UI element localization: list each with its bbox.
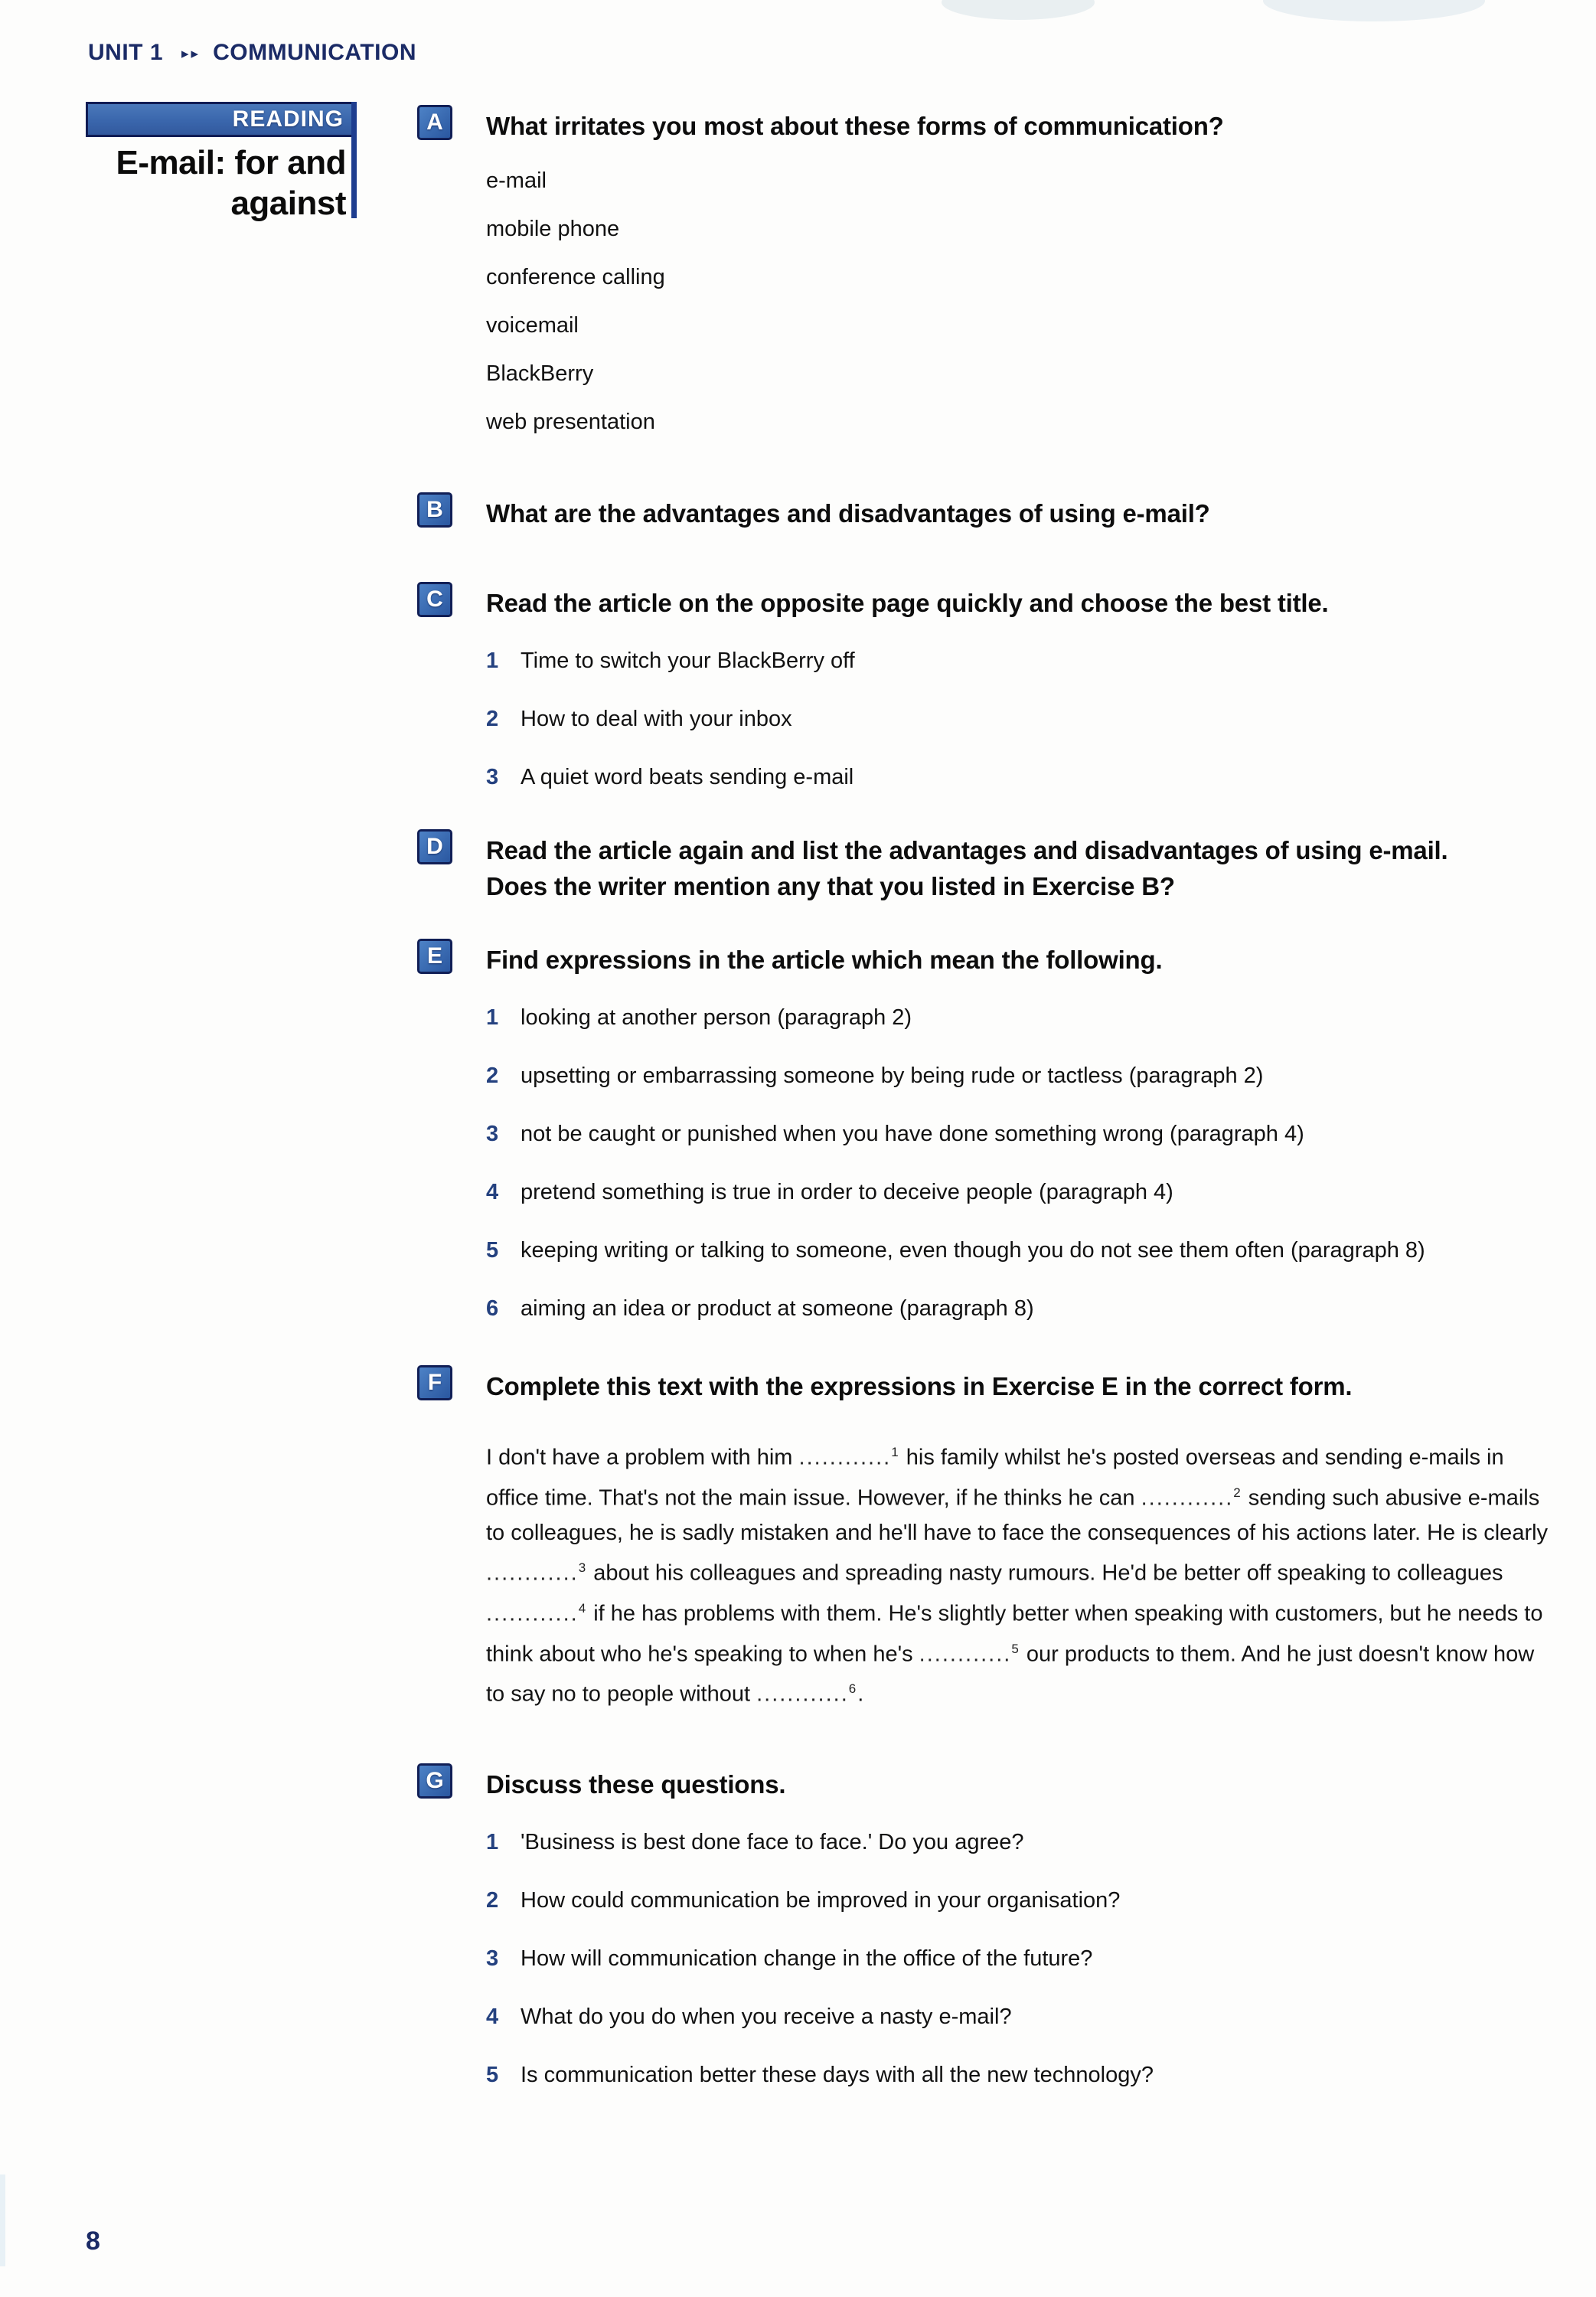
item-number: 5 xyxy=(486,2063,499,2087)
list-item: web presentation xyxy=(486,410,655,434)
exercise-f xyxy=(417,1365,1565,1712)
item-number: 4 xyxy=(486,1180,499,1204)
list-item xyxy=(486,1119,1565,1149)
communication-forms-list xyxy=(486,170,1565,433)
exercise-letter: E xyxy=(426,943,442,969)
blank-number: 6 xyxy=(848,1681,857,1697)
exercise-a-badge xyxy=(417,105,452,140)
exercise-b-badge xyxy=(417,492,452,528)
blank-number: 2 xyxy=(1233,1485,1241,1500)
item-number: 1 xyxy=(486,1830,499,1854)
exercise-letter: B xyxy=(426,497,443,522)
scan-artifact xyxy=(1263,0,1485,21)
list-item xyxy=(486,1235,1565,1266)
section-rule xyxy=(351,102,357,218)
exercise-d-heading: Read the article again and list the advantages and disadvantages of using e-mail. Does the writer mention any that you listed in Exercise B? xyxy=(486,836,1448,900)
section-title-line1: E-mail: for and xyxy=(116,144,346,181)
gap-fill-text: I don't have a problem with him ............$^1$ his family whilst he's posted overseas and sending e-mails in office time. That's not the main issue. However, if he thinks he can ............$^2$ sending such abusive e-mails to colleagues, he is sadly mistaken and he'll have to face the consequences of his actions later. He is clearly ............$^3$ about his colleagues and spreading nasty rumours. He'd be better off speaking to colleagues ............$^4$ if he has problems with them. He's slightly better when speaking with customers, but he needs to think about who he's speaking to when he's ............$^5$ our products to them. And he just doesn't know how to say no to people without ............$^6$. xyxy=(486,1445,1549,1707)
reading-label-text: READING xyxy=(232,106,344,132)
exercise-g xyxy=(417,1763,1565,2118)
exercise-a xyxy=(417,105,1565,459)
section-title xyxy=(77,142,346,224)
item-text: How will communication change in the office of the future? xyxy=(521,1946,1093,1971)
list-item: e-mail xyxy=(486,168,547,193)
exercise-c-heading: Read the article on the opposite page quickly and choose the best title. xyxy=(486,589,1329,617)
double-arrow-icon: ▸▸ xyxy=(181,46,201,62)
exercise-b-heading: What are the advantages and disadvantages of using e-mail? xyxy=(486,499,1210,528)
list-item xyxy=(486,1002,1565,1033)
unit-header xyxy=(88,40,416,66)
exercise-g-heading: Discuss these questions. xyxy=(486,1770,786,1799)
item-number: 2 xyxy=(486,1064,499,1088)
list-item xyxy=(486,2001,1565,2032)
scan-artifact xyxy=(942,0,1095,20)
item-text: not be caught or punished when you have done something wrong (paragraph 4) xyxy=(521,1122,1304,1146)
exercise-d-badge xyxy=(417,829,452,864)
item-number: 2 xyxy=(486,707,499,731)
exercise-letter: G xyxy=(426,1768,444,1793)
list-item: mobile phone xyxy=(486,217,620,241)
exercise-e-heading: Find expressions in the article which mean the following. xyxy=(486,946,1163,974)
item-text: How to deal with your inbox xyxy=(521,707,792,731)
list-item: BlackBerry xyxy=(486,361,594,386)
item-number: 1 xyxy=(486,649,499,673)
expressions-list xyxy=(486,1002,1565,1324)
exercise-g-badge xyxy=(417,1763,452,1799)
item-text: Is communication better these days with all the new technology? xyxy=(521,2063,1154,2087)
item-text: How could communication be improved in your organisation? xyxy=(521,1888,1121,1913)
list-item xyxy=(486,645,1565,676)
title-options-list xyxy=(486,645,1565,792)
list-item xyxy=(486,1827,1565,1858)
exercise-letter: F xyxy=(427,1370,442,1395)
item-number: 4 xyxy=(486,2005,499,2029)
exercise-letter: C xyxy=(426,587,443,612)
list-item xyxy=(486,1885,1565,1916)
list-item: voicemail xyxy=(486,313,579,338)
item-text: pretend something is true in order to deceive people (paragraph 4) xyxy=(521,1180,1173,1204)
exercise-a-heading: What irritates you most about these forms of communication? xyxy=(486,112,1224,140)
blank-dots: ............ xyxy=(1141,1485,1234,1511)
item-number: 3 xyxy=(486,1122,499,1146)
blank-number: 3 xyxy=(578,1560,586,1576)
item-text: Time to switch your BlackBerry off xyxy=(521,649,855,673)
exercise-f-badge xyxy=(417,1365,452,1400)
blank-dots: ............ xyxy=(486,1560,579,1586)
item-text: keeping writing or talking to someone, even though you do not see them often (paragraph 8) xyxy=(521,1238,1425,1263)
item-number: 2 xyxy=(486,1888,499,1913)
blank-dots: ............ xyxy=(486,1601,579,1626)
blank-number: 4 xyxy=(578,1600,586,1616)
list-item xyxy=(486,2060,1565,2090)
exercise-letter: D xyxy=(426,834,443,859)
item-text: A quiet word beats sending e-mail xyxy=(521,765,854,789)
reading-section-label xyxy=(86,102,355,137)
list-item xyxy=(486,704,1565,734)
item-text: aiming an idea or product at someone (paragraph 8) xyxy=(521,1296,1034,1321)
exercise-f-heading: Complete this text with the expressions in Exercise E in the correct form. xyxy=(486,1372,1353,1400)
item-text: 'Business is best done face to face.' Do you agree? xyxy=(521,1830,1024,1854)
list-item xyxy=(486,1060,1565,1091)
item-number: 6 xyxy=(486,1296,499,1321)
scan-artifact xyxy=(0,2174,5,2266)
exercise-c xyxy=(417,582,1565,820)
blank-dots: ............ xyxy=(798,1445,892,1470)
list-item xyxy=(486,1943,1565,1974)
exercise-d xyxy=(417,829,1565,904)
list-item xyxy=(486,762,1565,792)
exercise-e xyxy=(417,939,1565,1351)
item-number: 5 xyxy=(486,1238,499,1263)
list-item xyxy=(486,1293,1565,1324)
list-item xyxy=(486,1177,1565,1207)
page-number: 8 xyxy=(86,2227,100,2256)
item-text: upsetting or embarrassing someone by being rude or tactless (paragraph 2) xyxy=(521,1064,1264,1088)
unit-title: COMMUNICATION xyxy=(213,40,417,65)
exercise-e-badge xyxy=(417,939,452,974)
blank-dots: ............ xyxy=(919,1642,1012,1667)
blank-number: 1 xyxy=(891,1445,899,1459)
item-number: 3 xyxy=(486,765,499,789)
blank-number: 5 xyxy=(1011,1641,1019,1656)
blank-dots: ............ xyxy=(756,1681,849,1707)
unit-label: UNIT 1 xyxy=(88,40,164,65)
exercise-c-badge xyxy=(417,582,452,617)
list-item: conference calling xyxy=(486,265,665,289)
item-number: 3 xyxy=(486,1946,499,1971)
item-text: What do you do when you receive a nasty e-mail? xyxy=(521,2005,1012,2029)
item-number: 1 xyxy=(486,1005,499,1030)
section-title-line2: against xyxy=(230,185,346,222)
discussion-questions-list xyxy=(486,1827,1565,2090)
item-text: looking at another person (paragraph 2) xyxy=(521,1005,912,1030)
exercise-letter: A xyxy=(426,109,443,135)
exercise-b xyxy=(417,492,1565,531)
